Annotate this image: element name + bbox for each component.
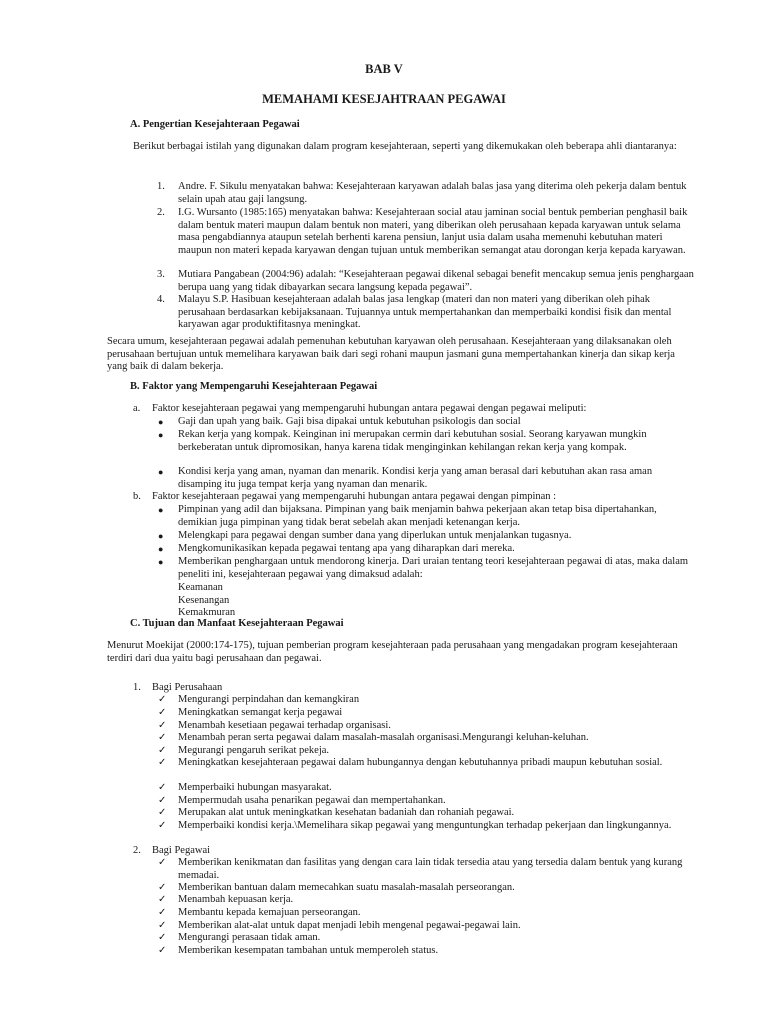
list-item: Memberikan alat-alat untuk dapat menjadi lebih mengenal pegawai-pegawai lain. bbox=[178, 920, 521, 931]
list-item: Menambah kesetiaan pegawai terhadap organisasi. bbox=[178, 720, 391, 731]
list-item: Kondisi kerja yang aman, nyaman dan menarik. Kondisi kerja yang aman berasal dari kebutuhan akan rasa aman disamping itu juga tempat kerja yang nyaman dan menarik. bbox=[178, 466, 653, 490]
list-number: 3. bbox=[157, 269, 165, 280]
list-number: 4. bbox=[157, 294, 165, 305]
list-item: Rekan kerja yang kompak. Keinginan ini merupakan cermin dari kebutuhan sosial. Seorang karyawan mungkin berkeberatan untuk dipromosikan, hanya karena tidak menginginkan kehilangan rekan kerja yang kompak. bbox=[178, 429, 647, 453]
list-number: 1. bbox=[133, 682, 141, 693]
section-a-intro: Berikut berbagai istilah yang digunakan dalam program kesejahteraan, seperti yang dikemukakan oleh beberapa ahli diantaranya: bbox=[133, 141, 677, 152]
list-item: Meningkatkan semangat kerja pegawai bbox=[178, 707, 343, 718]
bullet-icon: ● bbox=[158, 505, 164, 515]
checkmark-icon: ✓ bbox=[158, 720, 167, 731]
checkmark-icon: ✓ bbox=[158, 807, 167, 818]
list-item: Mengurangi perpindahan dan kemangkiran bbox=[178, 694, 360, 705]
checkmark-icon: ✓ bbox=[158, 894, 167, 905]
checkmark-icon: ✓ bbox=[158, 920, 167, 931]
section-b-heading: B. Faktor yang Mempengaruhi Kesejahteraan Pegawai bbox=[130, 381, 378, 392]
checkmark-icon: ✓ bbox=[158, 907, 167, 918]
list-item: Merupakan alat untuk meningkatkan kesehatan badaniah dan rohaniah pegawai. bbox=[178, 807, 515, 818]
checkmark-icon: ✓ bbox=[158, 707, 167, 718]
group-label: Bagi Pegawai bbox=[152, 845, 211, 856]
checkmark-icon: ✓ bbox=[158, 694, 167, 705]
list-item: I.G. Wursanto (1985:165) menyatakan bahwa: Kesejahteraan social atau jaminan social bentuk pemberian penghasil baik dalam bentuk materi maupun dalam bentuk non materi, yang diberikan oleh perusahaan kepada karyawan untuk selama masa pengabdiannya ataupun setelah berhenti karena pensiun, lanjut usia dalam usaha memenuhi kebutuhan materi maupun non materi kepada karyawan dengan tujuan untuk memberikan semangat atau dorongan kerja kepada karyawan. bbox=[178, 207, 688, 256]
checkmark-icon: ✓ bbox=[158, 732, 167, 743]
checkmark-icon: ✓ bbox=[158, 745, 167, 756]
list-item: Memberikan kesempatan tambahan untuk memperoleh status. bbox=[178, 945, 439, 956]
list-item: Memperbaiki hubungan masyarakat. bbox=[178, 782, 332, 793]
factor-a-text: Faktor kesejahteraan pegawai yang mempengaruhi hubungan antara pegawai dengan pegawai meliputi: bbox=[152, 403, 587, 414]
checkmark-icon: ✓ bbox=[158, 882, 167, 893]
bullet-icon: ● bbox=[158, 430, 164, 440]
outcome-item: Keamanan bbox=[178, 582, 223, 593]
list-item: Memberikan kenikmatan dan fasilitas yang dengan cara lain tidak tersedia atau yang tersedia dalam bentuk yang kurang memadai. bbox=[178, 857, 683, 881]
checkmark-icon: ✓ bbox=[158, 820, 167, 831]
bullet-icon: ● bbox=[158, 467, 164, 477]
factor-b-text: Faktor kesejahteraan pegawai yang mempengaruhi hubungan antara pegawai dengan pimpinan : bbox=[152, 491, 557, 502]
list-item: Malayu S.P. Hasibuan kesejahteraan adalah balas jasa lengkap (materi dan non materi yang diberikan oleh pihak perusahaan berdasarkan kebijaksanaan. Tujuannya untuk mempertahankan dan memperbaiki kondisi fisik dan mental karyawan agar produktifitasnya meningkat. bbox=[178, 294, 672, 330]
list-item: Mengurangi perasaan tidak aman. bbox=[178, 932, 321, 943]
list-item: Megurangi pengaruh serikat pekeja. bbox=[178, 745, 330, 756]
list-item: Memberikan bantuan dalam memecahkan suatu masalah-masalah perseorangan. bbox=[178, 882, 515, 893]
outcome-item: Kemakmuran bbox=[178, 607, 236, 618]
section-c-intro: Menurut Moekijat (2000:174-175), tujuan pemberian program kesejahteraan pada perusahaan yang mengadakan program kesejahteraan terdiri dari dua yaitu bagi perusahaan dan pegawai. bbox=[107, 640, 678, 664]
checkmark-icon: ✓ bbox=[158, 945, 167, 956]
bullet-icon: ● bbox=[158, 417, 164, 427]
outcome-item: Kesenangan bbox=[178, 595, 230, 606]
group-label: Bagi Perusahaan bbox=[152, 682, 223, 693]
list-number: 1. bbox=[157, 181, 165, 192]
chapter-label: BAB V bbox=[365, 62, 403, 76]
list-item: Mempermudah usaha penarikan pegawai dan mempertahankan. bbox=[178, 795, 446, 806]
checkmark-icon: ✓ bbox=[158, 782, 167, 793]
list-item: Melengkapi para pegawai dengan sumber dana yang diperlukan untuk menjalankan tugasnya. bbox=[178, 530, 572, 541]
list-item: Andre. F. Sikulu menyatakan bahwa: Kesejahteraan karyawan adalah balas jasa yang diterima oleh pekerja dalam bentuk selain upah atau gaji langsung. bbox=[178, 181, 687, 205]
list-item: Menambah kepuasan kerja. bbox=[178, 894, 294, 905]
list-item: Gaji dan upah yang baik. Gaji bisa dipakai untuk kebutuhan psikologis dan social bbox=[178, 416, 521, 427]
section-a-summary: Secara umum, kesejahteraan pegawai adalah pemenuhan kebutuhan karyawan oleh perusahaan. Kesejahteraan yang dilaksanakan oleh perusahaan bertujuan untuk memelihara karyawan baik dari segi rohani maupun jasmani guna mempertahankan kinerja dan sikap kerja yang baik di dalam bekerja. bbox=[107, 336, 675, 372]
checkmark-icon: ✓ bbox=[158, 757, 167, 768]
list-number: 2. bbox=[157, 207, 165, 218]
checkmark-icon: ✓ bbox=[158, 932, 167, 943]
checkmark-icon: ✓ bbox=[158, 795, 167, 806]
list-item: Mutiara Pangabean (2004:96) adalah: “Kesejahteraan pegawai dikenal sebagai benefit mencakup semua jenis penghargaan berupa uang yang tidak dibayarkan secara langsung kepada pegawai”. bbox=[178, 269, 694, 293]
list-item: Meningkatkan kesejahteraan pegawai dalam hubungannya dengan kebutuhannya pribadi maupun kebutuhan sosial. bbox=[178, 757, 663, 768]
checkmark-icon: ✓ bbox=[158, 857, 167, 868]
list-item: Menambah peran serta pegawai dalam masalah-masalah organisasi.Mengurangi keluhan-keluhan. bbox=[178, 732, 589, 743]
list-item: Pimpinan yang adil dan bijaksana. Pimpinan yang baik menjamin bahwa pekerjaan akan tetap bisa dipertahankan, demikian juga pimpinan yang tidak berat sebelah akan menjadi ketenangan kerja. bbox=[178, 504, 657, 528]
bullet-icon: ● bbox=[158, 544, 164, 554]
section-a-heading: A. Pengertian Kesejahteraan Pegawai bbox=[130, 119, 300, 130]
list-item: Memberikan penghargaan untuk mendorong kinerja. Dari uraian tentang teori kesejahteraan pegawai di atas, maka dalam peneliti ini, kesejahteraan pegawai yang dimaksud adalah: bbox=[178, 556, 689, 580]
section-c-heading: C. Tujuan dan Manfaat Kesejahteraan Pegawai bbox=[130, 618, 344, 629]
list-number: 2. bbox=[133, 845, 141, 856]
bullet-icon: ● bbox=[158, 531, 164, 541]
list-item: Mengkomunikasikan kepada pegawai tentang apa yang diharapkan dari mereka. bbox=[178, 543, 515, 554]
list-item: Memperbaiki kondisi kerja.\Memelihara sikap pegawai yang menguntungkan terhadap pekerjaan dan lingkungannya. bbox=[178, 820, 672, 831]
list-letter: b. bbox=[133, 491, 141, 502]
list-item: Membantu kepada kemajuan perseorangan. bbox=[178, 907, 361, 918]
document-title: MEMAHAMI KESEJAHTRAAN PEGAWAI bbox=[262, 92, 506, 106]
list-letter: a. bbox=[133, 403, 141, 414]
bullet-icon: ● bbox=[158, 557, 164, 567]
